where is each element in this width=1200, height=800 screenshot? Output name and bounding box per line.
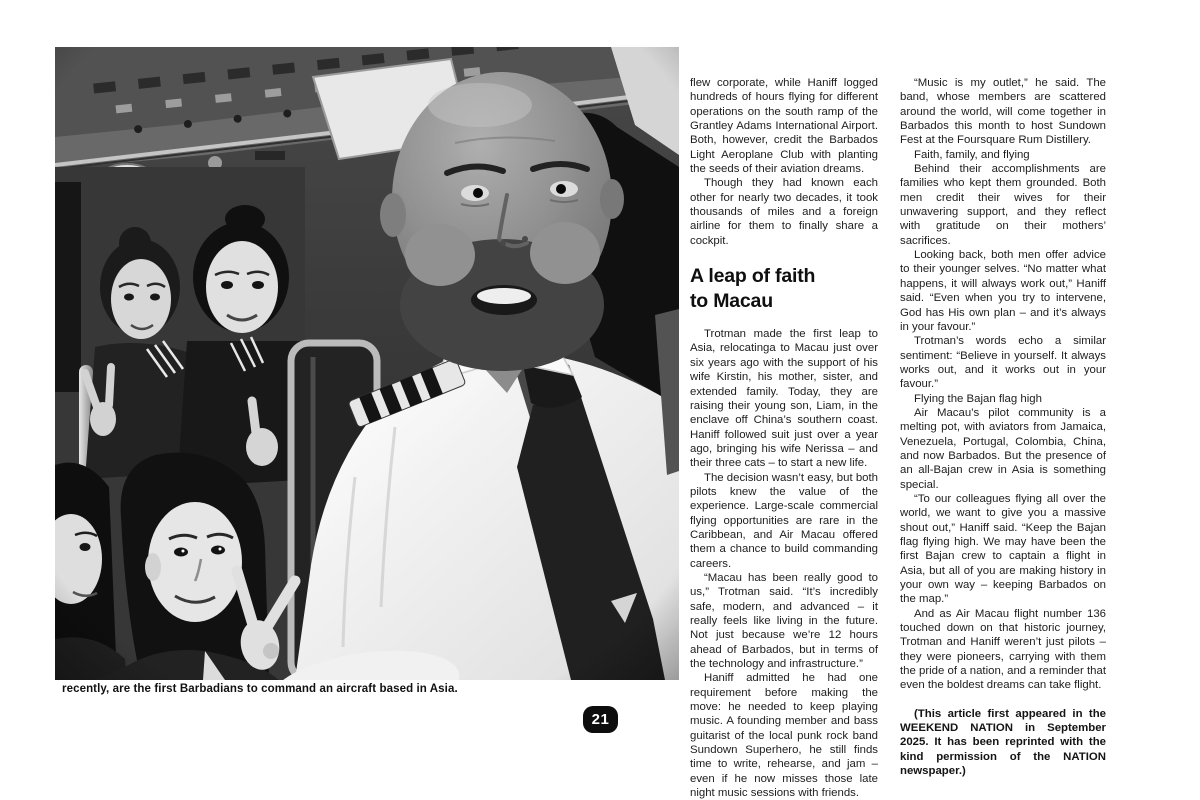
article-paragraph: flew corporate, while Haniff logged hundreds of hours flying for different operations on the south ramp of the Grantley Adams International Airport. Both, however, credit the Barbados Light Aeroplane Club with planting the seeds of their aviation dreams.: [690, 77, 878, 176]
article-paragraph: “Macau has been really good to us,” Trotman said. “It’s incredibly safe, modern, and advanced – it really feels like living in the future. Not just because we’re 12 hours ahead of Barbados, but in terms of the technology and infrastructure.”: [690, 571, 878, 671]
article-paragraph: “Music is my outlet,” he said. The band, whose members are scattered around the world, will come together in Barbados this month to host Sundown Fest at the Foursquare Rum Distillery.: [900, 77, 1106, 147]
cockpit-selfie-illustration: [55, 47, 679, 680]
reprint-note: (This article first appeared in the WEEKEND NATION in September 2025. It has been reprinted with the kind permission of the NATION newspaper.): [900, 707, 1106, 778]
article-paragraph: Trotman’s words echo a similar sentiment: “Believe in yourself. It always works out, and it works out in your favour.”: [900, 335, 1106, 391]
cockpit-selfie-photo: [55, 47, 679, 680]
section-heading-line: A leap of faith: [690, 265, 816, 288]
section-heading-line: to Macau: [690, 290, 773, 313]
section-heading: [690, 264, 878, 314]
article-paragraph: Looking back, both men offer advice to their younger selves. “No matter what happens, it will always work out,” Haniff said. “Even when you try to intervene, God has His own plan – and it’s always in your favour.”: [900, 249, 1106, 333]
page-number-badge: [583, 706, 618, 733]
article-subhead-inline: Faith, family, and flying: [914, 148, 1030, 161]
article-paragraph: And as Air Macau flight number 136 touched down on that historic journey, Trotman and Haniff weren’t just pilots – they were pioneers, carrying with them the pride of a nation, and a reminder that even the boldest dreams can take flight.: [900, 607, 1106, 692]
article-column-2: [900, 76, 1106, 779]
article-paragraph: Air Macau’s pilot community is a melting pot, with aviators from Jamaica, Venezuela, Portugal, Colombia, China, and now Barbados. But the presence of an all-Bajan crew in Asia is something special.: [900, 406, 1106, 491]
article-subhead-inline: Flying the Bajan flag high: [914, 392, 1042, 405]
article-paragraph: The decision wasn’t easy, but both pilots knew the value of the experience. Large-scale commercial flying opportunities are rare in the Caribbean, and Air Macau offered them a chance to build commanding careers.: [690, 471, 878, 570]
article-paragraph: Haniff admitted he had one requirement before making the move: he needed to keep playing music. A founding member and bass guitarist of the local punk rock band Sundown Superhero, he still finds time to write, rehearse, and jam – even if he now misses those late night music sessions with friends.: [690, 672, 878, 800]
page-number: 21: [591, 711, 610, 728]
article-paragraph: Behind their accomplishments are families who kept them grounded. Both men credit their wives for their unwavering support, and they reflect with gratitude on their mothers’ sacrifices.: [900, 163, 1106, 247]
article-paragraph: Trotman made the first leap to Asia, relocatinga to Macau just over six years ago with the support of his wife Kirstin, his mother, sister, and extended family. Today, they are raising their young son, Liam, in the enclave off China’s southern coast. Haniff followed suit just over a year ago, bringing his wife Nerissa – and their three cats – to start a new life.: [690, 328, 878, 470]
photo-caption: recently, are the first Barbadians to command an aircraft based in Asia.: [62, 683, 458, 695]
article-paragraph: “To our colleagues flying all over the world, we want to give you a massive shout out,” Haniff said. “Keep the Bajan flag flying high. We may have been the first Bajan crew to captain a flight in Asia, but all of you are making history in your own way – keeping Barbados on the map.”: [900, 492, 1106, 606]
article-paragraph: Though they had known each other for nearly two decades, it took thousands of miles and a foreign airline for them to finally share a cockpit.: [690, 177, 878, 247]
article-column-1: [690, 76, 878, 800]
